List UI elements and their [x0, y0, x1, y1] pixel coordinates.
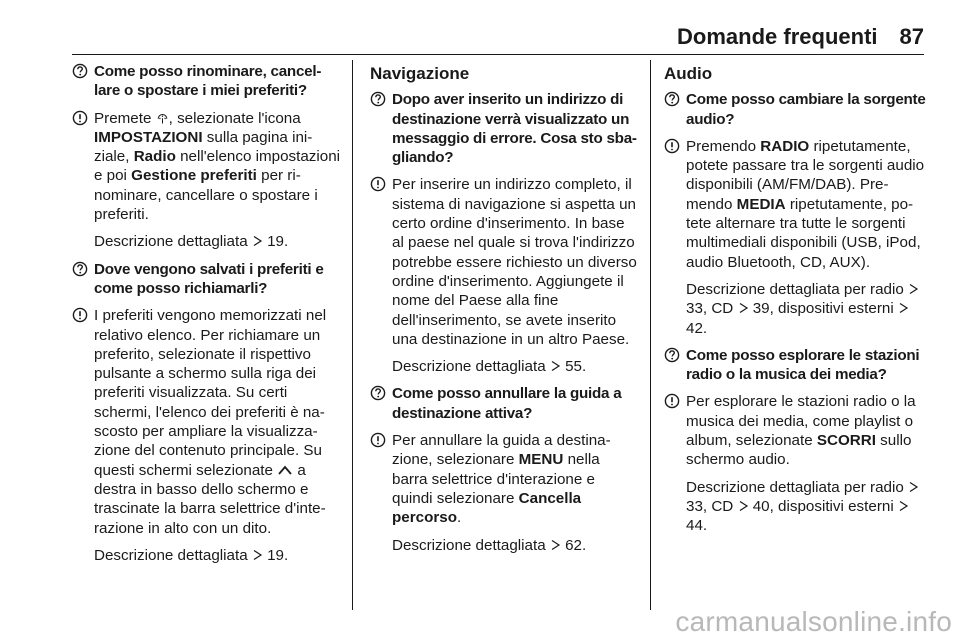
question-cancel-guidance: Come posso annullare la guida a destinazione attiva? — [370, 384, 638, 423]
answer-rename-favorites: Premete , selezionate l'icona IMPOSTAZIONI sulla pagina iniziale, Radio nell'elenco impostazioni e poi Gestione preferiti per rinominare, cancellare o spostare i preferiti. — [72, 109, 342, 225]
question-circle-icon — [370, 91, 386, 107]
reference-arrow-icon — [550, 537, 561, 549]
detail-reference: Descrizione dettagliata per radio 33, CD 40, dispositivi esterni 44. — [664, 478, 926, 536]
question-circle-icon — [664, 91, 680, 107]
watermark: carmanualsonline.info — [675, 606, 952, 637]
question-browse-media: Come posso esplorare le stazioni radio o la musica dei media? — [664, 346, 926, 385]
answer-change-source: Premendo RADIO ripetutamente, potete passare tra le sorgenti audio disponibili (AM/FM/DAB). Premendo MEDIA ripetutamente, potete alternare tra tutte le sorgenti multimediali disponibili (USB, iPod, audio Bluetooth, CD, AUX). — [664, 137, 926, 272]
answer-address-error: Per inserire un indirizzo completo, il sistema di navigazione si aspetta un certo ordine d'inserimento. In base al paese nel quale si trova l'indirizzo potrebbe essere richiesto un diverso ordine d'inserimento. Aggiungete il nome del Paese alla fine dell'inserimento, se avete inserito una destinazione in un altro Paese. — [370, 175, 638, 349]
detail-reference: Descrizione dettagliata 55. — [392, 358, 587, 376]
column-divider-1 — [352, 60, 353, 610]
column-audio — [664, 62, 926, 544]
reference-arrow-icon — [252, 233, 263, 245]
question-address-error: Dopo aver inserito un indirizzo di destinazione verrà visualizzato un messaggio di errore. Cosa sto sbagliando? — [370, 90, 638, 167]
detail-reference: Descrizione dettagliata 62. — [392, 536, 587, 554]
detail-reference: Descrizione dettagliata 19. — [94, 233, 289, 251]
section-heading-audio: Audio — [664, 64, 713, 83]
reference-arrow-icon — [898, 498, 909, 510]
question-change-source: Come posso cambiare la sorgente audio? — [664, 90, 926, 129]
reference-arrow-icon — [908, 281, 919, 293]
question-circle-icon — [664, 347, 680, 363]
chevron-up-icon — [277, 462, 293, 474]
header-divider — [72, 54, 924, 55]
column-favorites — [72, 62, 342, 573]
column-navigation — [370, 62, 638, 563]
section-heading-navigation: Navigazione — [370, 64, 470, 83]
exclamation-circle-icon — [72, 110, 88, 126]
exclamation-circle-icon — [370, 432, 386, 448]
detail-reference: Descrizione dettagliata per radio 33, CD 39, dispositivi esterni 42. — [664, 280, 926, 338]
exclamation-circle-icon — [664, 393, 680, 409]
exclamation-circle-icon — [370, 176, 386, 192]
question-circle-icon — [72, 63, 88, 79]
question-rename-favorites: Come posso rinominare, cancellare o spostare i miei preferiti? — [72, 62, 342, 101]
page-header — [677, 24, 924, 50]
answer-favorites-storage: I preferiti vengono memorizzati nel relativo elenco. Per richiamare un preferito, selezionate il rispettivo pulsante a schermo sulla riga dei preferiti visualizzata. Su certi schermi, l'elenco dei preferiti è nascosto per ampliare la visualizzazione del contenuto principale. Su questi schermi selezionate a destra in basso dello schermo e trascinate la barra selettrice d'interazione in alto con un dito. — [72, 306, 342, 538]
reference-arrow-icon — [898, 300, 909, 312]
reference-arrow-icon — [738, 498, 749, 510]
reference-arrow-icon — [738, 300, 749, 312]
column-divider-2 — [650, 60, 651, 610]
exclamation-circle-icon — [664, 138, 680, 154]
reference-arrow-icon — [550, 358, 561, 370]
question-favorites-storage: Dove vengono salvati i preferiti e come posso richiamarli? — [72, 260, 342, 299]
page-number: 87 — [899, 24, 924, 49]
reference-arrow-icon — [908, 479, 919, 491]
question-circle-icon — [72, 261, 88, 277]
answer-browse-media: Per esplorare le stazioni radio o la musica dei media, come playlist o album, selezionate SCORRI sullo schermo audio. — [664, 392, 926, 469]
page-title: Domande frequenti — [677, 24, 878, 49]
answer-cancel-guidance: Per annullare la guida a destinazione, selezionare MENU nella barra selettrice d'interazione e quindi selezionare Cancella percorso. — [370, 431, 638, 527]
reference-arrow-icon — [252, 547, 263, 559]
home-icon — [156, 111, 169, 124]
exclamation-circle-icon — [72, 307, 88, 323]
question-circle-icon — [370, 385, 386, 401]
detail-reference: Descrizione dettagliata 19. — [94, 546, 289, 564]
